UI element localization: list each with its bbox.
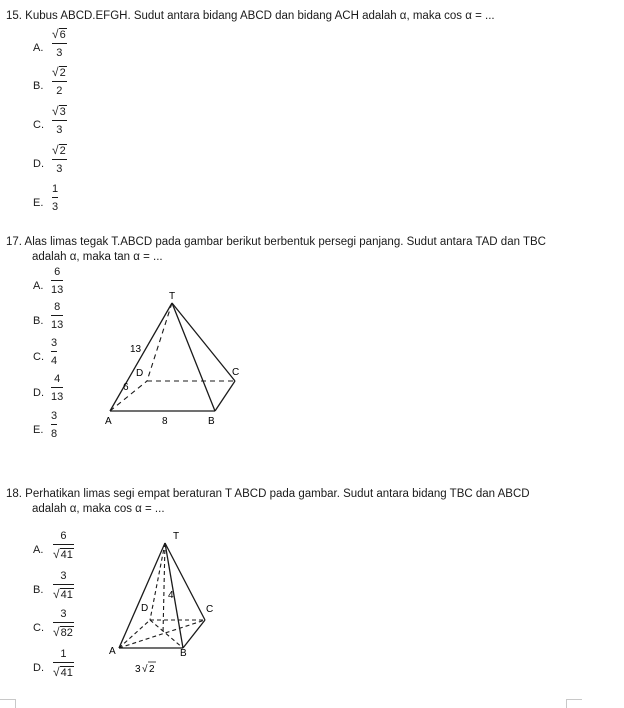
numerator: 1 [60, 648, 67, 660]
fraction-bar [51, 351, 57, 352]
option-fraction [51, 301, 63, 331]
label-D: D [136, 368, 144, 379]
fraction-bar [53, 584, 74, 585]
q17-text-line1: 17. Alas limas tegak T.ABCD pada gambar berikut berbentuk persegi panjang. Sudut antara TAD dan TBC [6, 236, 546, 248]
option-label: B. [33, 315, 44, 327]
numerator: 2 [59, 67, 66, 79]
option-fraction [51, 266, 63, 296]
edge-BC [215, 381, 235, 411]
option-label: C. [33, 119, 44, 131]
fraction-bar [51, 315, 63, 316]
numerator: 6 [59, 29, 66, 41]
option-fraction [52, 183, 58, 213]
denominator: 8 [51, 428, 58, 440]
denominator: 2 [56, 85, 63, 97]
option-fraction [53, 608, 74, 639]
fraction-bar [52, 43, 67, 44]
option-label: C. [33, 351, 44, 363]
label-T: T [173, 531, 180, 542]
edge-AD [119, 620, 150, 648]
numerator: 2 [59, 145, 66, 157]
label-base-coef: 3 [135, 664, 141, 675]
q18-pyramid-figure [105, 528, 225, 678]
label-base-radical: √ [142, 664, 148, 675]
numerator: 3 [60, 570, 67, 582]
sqrt-icon: √ [52, 104, 59, 118]
numerator: 6 [60, 530, 67, 542]
label-C: C [232, 367, 240, 378]
option-label: C. [33, 622, 44, 634]
option-label: D. [33, 662, 44, 674]
denominator: 41 [60, 589, 73, 601]
page-corner-right [566, 699, 582, 708]
fraction-bar [52, 81, 67, 82]
option-fraction [52, 144, 67, 175]
numerator: 3 [59, 106, 66, 118]
fraction-bar [53, 622, 74, 623]
option-label: D. [33, 158, 44, 170]
label-B: B [180, 648, 187, 659]
denominator: 13 [51, 284, 64, 296]
fraction-bar [53, 662, 74, 663]
option-fraction [52, 66, 67, 97]
numerator: 3 [51, 337, 58, 349]
denominator: 13 [51, 319, 64, 331]
label-edge-TD: 13 [130, 344, 142, 355]
q15-text: 15. Kubus ABCD.EFGH. Sudut antara bidang ABCD dan bidang ACH adalah α, maka cos α = ... [6, 10, 495, 22]
option-label: B. [33, 584, 44, 596]
diagonal-AC [119, 620, 205, 648]
option-label: E. [33, 197, 44, 209]
edge-BC [183, 620, 205, 648]
label-B: B [208, 416, 215, 427]
option-fraction [51, 410, 57, 440]
denominator: 41 [60, 549, 73, 561]
sqrt-icon: √ [53, 587, 60, 601]
q17-text-line2: adalah α, maka tan α = ... [32, 251, 163, 263]
fraction-bar [51, 280, 63, 281]
denominator: 41 [60, 667, 73, 679]
label-base-rad: 2 [149, 664, 155, 675]
label-D: D [141, 603, 149, 614]
edge-TA [119, 543, 165, 648]
option-fraction [52, 28, 67, 59]
fraction-bar [52, 197, 58, 198]
fraction-bar [51, 424, 57, 425]
label-height: 4 [168, 590, 174, 601]
denominator: 3 [56, 163, 63, 175]
label-A: A [105, 416, 112, 427]
fraction-bar [52, 120, 67, 121]
sqrt-icon: √ [53, 547, 60, 561]
sqrt-icon: √ [53, 625, 60, 639]
numerator: 3 [60, 608, 67, 620]
edge-TA [110, 303, 172, 411]
q18-text-line1: 18. Perhatikan limas segi empat beraturan T ABCD pada gambar. Sudut antara bidang TBC dan ABCD [6, 488, 530, 500]
denominator: 82 [60, 627, 73, 639]
option-label: A. [33, 42, 44, 54]
sqrt-icon: √ [53, 665, 60, 679]
label-T: T [169, 291, 176, 302]
option-fraction [53, 648, 74, 679]
edge-TB [172, 303, 215, 411]
option-label: B. [33, 80, 44, 92]
edge-TD [147, 303, 172, 381]
sqrt-icon: √ [52, 143, 59, 157]
label-edge-AB: 8 [162, 416, 168, 427]
denominator: 13 [51, 391, 64, 403]
fraction-bar [52, 159, 67, 160]
option-fraction [52, 105, 67, 136]
edge-TD [150, 543, 165, 620]
fraction-bar [53, 544, 74, 545]
denominator: 3 [56, 124, 63, 136]
option-label: A. [33, 544, 44, 556]
sqrt-icon: √ [52, 27, 59, 41]
option-label: D. [33, 387, 44, 399]
option-label: A. [33, 280, 44, 292]
numerator: 3 [51, 410, 58, 422]
label-edge-AD: 6 [123, 382, 129, 393]
numerator: 4 [54, 373, 61, 385]
label-A: A [109, 646, 116, 657]
denominator: 3 [52, 201, 59, 213]
diagonal-BD [150, 620, 183, 648]
numerator: 1 [52, 183, 59, 195]
edge-TC [172, 303, 235, 381]
label-C: C [206, 604, 214, 615]
option-label: E. [33, 424, 44, 436]
option-fraction [51, 337, 57, 367]
numerator: 6 [54, 266, 61, 278]
denominator: 3 [56, 47, 63, 59]
fraction-bar [51, 387, 63, 388]
q17-pyramid-figure [100, 286, 250, 431]
denominator: 4 [51, 355, 58, 367]
option-fraction [53, 530, 74, 561]
sqrt-icon: √ [52, 65, 59, 79]
numerator: 8 [54, 301, 61, 313]
q18-text-line2: adalah α, maka cos α = ... [32, 503, 165, 515]
option-fraction [51, 373, 63, 403]
page-corner-left [0, 699, 16, 708]
option-fraction [53, 570, 74, 601]
